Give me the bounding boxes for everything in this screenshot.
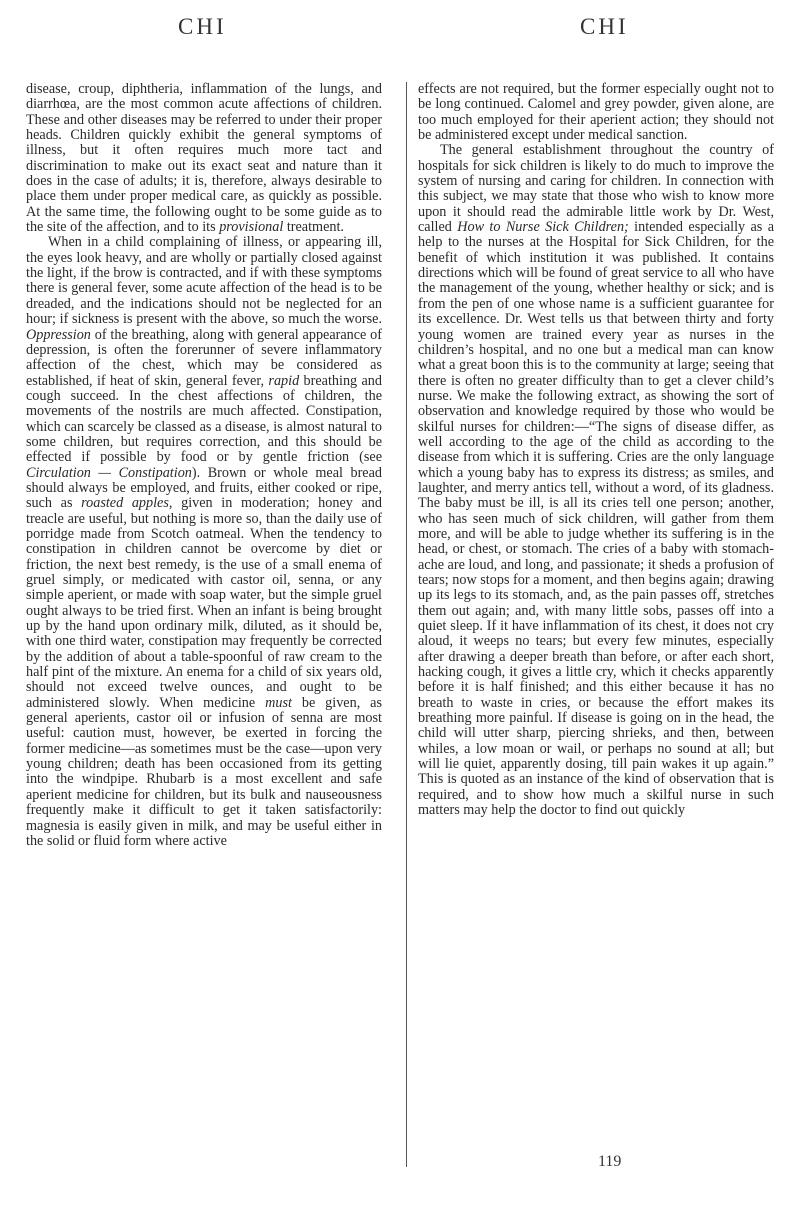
header-right: CHI <box>580 14 629 39</box>
left-column <box>26 82 382 849</box>
running-header <box>0 14 800 54</box>
right-paragraph-2: The general establishment throughout the country of hospitals for sick children is likely to do much to improve the system of nursing and caring for children. In connection with this subject, we may state that those who wish to know more upon it should read the admirable little work by Dr. West, called How to Nurse Sick Children; intended especially as a help to the nurses at the Hospital for Sick Children, for the benefit of which institution it was published. It contains directions which will be found of great service to all who have the management of the young, whether healthy or sick; and is from the pen of one whose name is a sufficient guarantee for its excellence. Dr. West tells us that between thirty and forty young women are trained every year as nurses in the children’s hospital, and no one but a medical man can know what a great boon this is to the community at large; seeing that there is often no greater difficulty than to get a clever child’s nurse. We make the following extract, as showing the sort of observation and knowledge required by those who would be skilful nurses for children:—“The signs of disease differ, as well according to the age of the child as according to the disease from which it is suffering. Cries are the only language which a young baby has to express its distress; as smiles, and laughter, and merry antics tell, without a word, of its gladness. The baby must be ill, is all its cries tell one person; another, who has seen much of sick children, will gather from them more, and will be able to judge whether its suffering is in the head, or chest, or stomach. The cries of a baby with stomach-ache are loud, and long, and passionate; it sheds a profusion of tears; now stops for a moment, and then begins again; drawing up its legs to its stomach, and, as the pain passes off, stretches them out again; and, with many little sobs, passes off into a quiet sleep. If it have inflammation of its chest, it does not cry aloud, it weeps no tears; but every few minutes, especially after drawing a deeper breath than before, or after each short, hacking cough, it gives a little cry, which it checks apparently before it is half finished; and this either because it has no breath to waste in cries, or because the effort makes its breathing more painful. If disease is going on in the head, the child will utter sharp, piercing shrieks, and then, between whiles, a low moan or wail, or perhaps no sound at all; but will lie quiet, apparently dosing, till pain wakes it up again.” This is quoted as an instance of the kind of observation that is required, and to show how much a skilful nurse in such matters may help the doctor to find out quickly <box>418 142 774 819</box>
page-number: 119 <box>598 1153 622 1170</box>
left-paragraph-1: disease, croup, diphtheria, inflammation of the lungs, and diarrhœa, are the most common acute affections of children. These and other diseases may be referred to under their proper heads. Children quickly exhibit the general symptoms of illness, but it often requires much more tact and discrimination to make out its exact seat and nature than it does in the case of adults; it is, therefore, always desirable to place them under proper medical care, as quickly as possible. At the same time, the following ought to be some guide as to the site of the affection, and to its provisional treatment. <box>26 81 382 236</box>
left-paragraph-2: When in a child complaining of illness, or appearing ill, the eyes look heavy, and are wholly or partially closed against the light, if the brow is contracted, and if with these symptoms there is general fever, some acute affection of the head is to be dreaded, and the indications should not be neglected for an hour; if sickness is present with the above, so much the worse. Oppression of the breathing, along with general appearance of depression, is often the forerunner of severe inflammatory affection of the chest, which may be considered as established, if heat of skin, general fever, rapid breathing and cough succeed. In the chest affections of children, the movements of the nostrils are much affected. Constipation, which can scarcely be classed as a disease, is almost natural to some children, but requires correction, and this should be effected if possible by food or by gentle friction (see Circulation — Constipation). Brown or whole meal bread should always be employed, and fruits, either cooked or ripe, such as roasted apples, given in moderation; honey and treacle are useful, but nothing is more so, than the daily use of porridge made from Scotch oatmeal. When the tendency to constipation in children cannot be overcome by diet or friction, the next best remedy, is the use of a small enema of gruel simply, or medicated with castor oil, senna, or any simple aperient, or made with soap water, but the simple gruel ought always to be tried first. When an infant is being brought up by the hand upon ordinary milk, diluted, as it should be, with one third water, constipation may frequently be corrected by the addition of about a table-spoonful of raw cream to the half pint of the mixture. An enema for a child of six years old, should not exceed twelve ounces, and ought to be administered slowly. When medicine must be given, as general aperients, castor oil or infusion of senna are most useful: caution must, however, be exerted in forcing the former medicine—as sometimes must be the case—upon very young children; death has been occasioned from its getting into the windpipe. Rhubarb is a most excellent and safe aperient medicine for children, but its bulk and nauseousness frequently make it difficult to get it taken satisfactorily: magnesia is easily given in milk, and may be useful either in the solid or fluid form where active <box>26 234 383 849</box>
right-paragraph-1: effects are not required, but the former especially ought not to be long continued. Calomel and grey powder, given alone, are too much employed for their aperient action; they should not be administered except under medical sanction. <box>418 81 774 144</box>
right-column <box>418 82 774 819</box>
column-divider <box>406 82 407 1167</box>
header-left: CHI <box>178 14 227 39</box>
